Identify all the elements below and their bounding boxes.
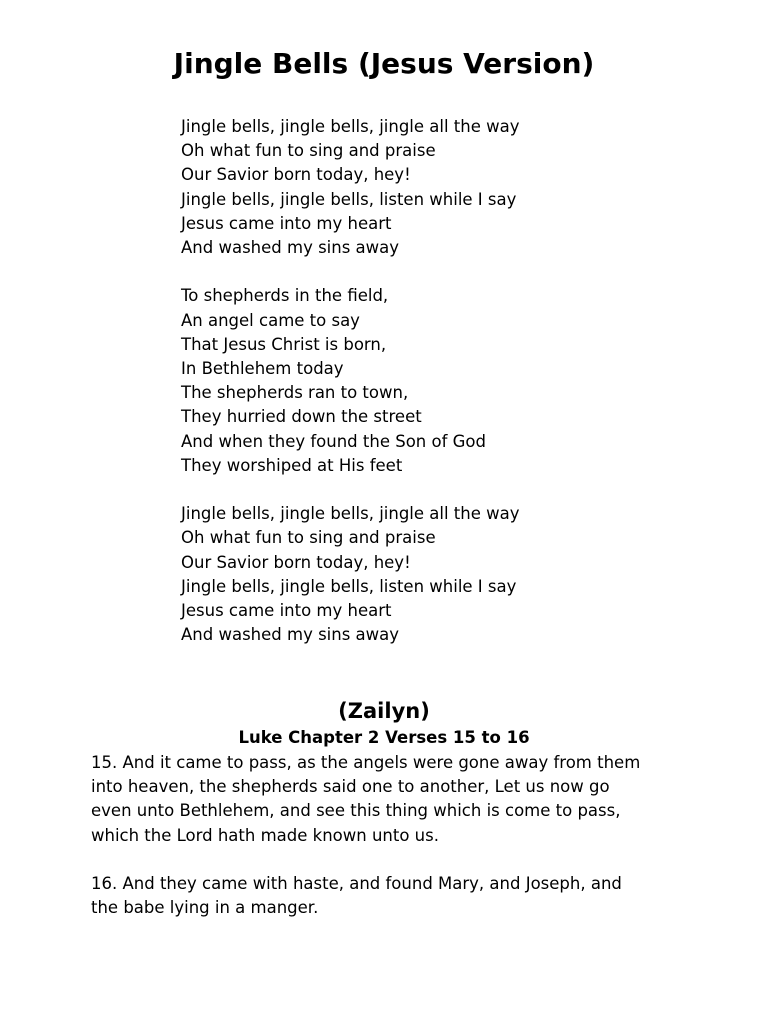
lyric-line: They worshiped at His feet: [181, 455, 403, 475]
verse-15: [91, 751, 691, 848]
lyric-line: To shepherds in the field,: [181, 286, 389, 306]
stanza-verse: [181, 284, 520, 478]
verse-line: 16. And they came with haste, and found Mary, and Joseph, and: [91, 874, 622, 893]
lyric-line: And washed my sins away: [181, 625, 400, 645]
lyric-line: And when they found the Son of God: [181, 431, 486, 451]
song-lyrics: [181, 115, 520, 647]
lyric-line: Oh what fun to sing and praise: [181, 141, 436, 161]
reader-name: (Zailyn): [338, 699, 430, 723]
lyric-line: And washed my sins away: [181, 238, 400, 258]
lyric-line: They hurried down the street: [181, 407, 422, 427]
lyric-line: Jesus came into my heart: [181, 213, 392, 233]
lyric-line: The shepherds ran to town,: [181, 383, 409, 403]
stanza-chorus-2: [181, 502, 520, 647]
verse-line: which the Lord hath made known unto us.: [91, 825, 439, 845]
lyric-line: Our Savior born today, hey!: [181, 165, 411, 185]
lyric-line: An angel came to say: [181, 310, 360, 330]
verse-16: [91, 872, 691, 920]
lyric-line: Oh what fun to sing and praise: [181, 528, 436, 548]
lyric-line: Jingle bells, jingle bells, jingle all the way: [181, 117, 520, 136]
verse-line: the babe lying in a manger.: [91, 898, 319, 918]
lyric-line: Jingle bells, jingle bells, listen while I say: [181, 576, 517, 596]
scripture-passage: [91, 751, 691, 920]
lyric-line: Jesus came into my heart: [181, 601, 392, 621]
lyric-line: Jingle bells, jingle bells, jingle all the way: [181, 504, 520, 524]
verse-line: 15. And it came to pass, as the angels were gone away from them: [91, 753, 641, 772]
passage-reference: Luke Chapter 2 Verses 15 to 16: [238, 728, 530, 747]
lyric-line: Jingle bells, jingle bells, listen while I say: [181, 189, 517, 209]
song-title: Jingle Bells (Jesus Version): [173, 47, 595, 80]
lyric-line: In Bethlehem today: [181, 359, 344, 379]
stanza-chorus-1: [181, 115, 520, 260]
verse-line: even unto Bethlehem, and see this thing which is come to pass,: [91, 801, 621, 821]
lyric-line: That Jesus Christ is born,: [181, 334, 387, 354]
lyric-line: Our Savior born today, hey!: [181, 552, 411, 572]
verse-line: into heaven, the shepherds said one to another, Let us now go: [91, 777, 610, 797]
